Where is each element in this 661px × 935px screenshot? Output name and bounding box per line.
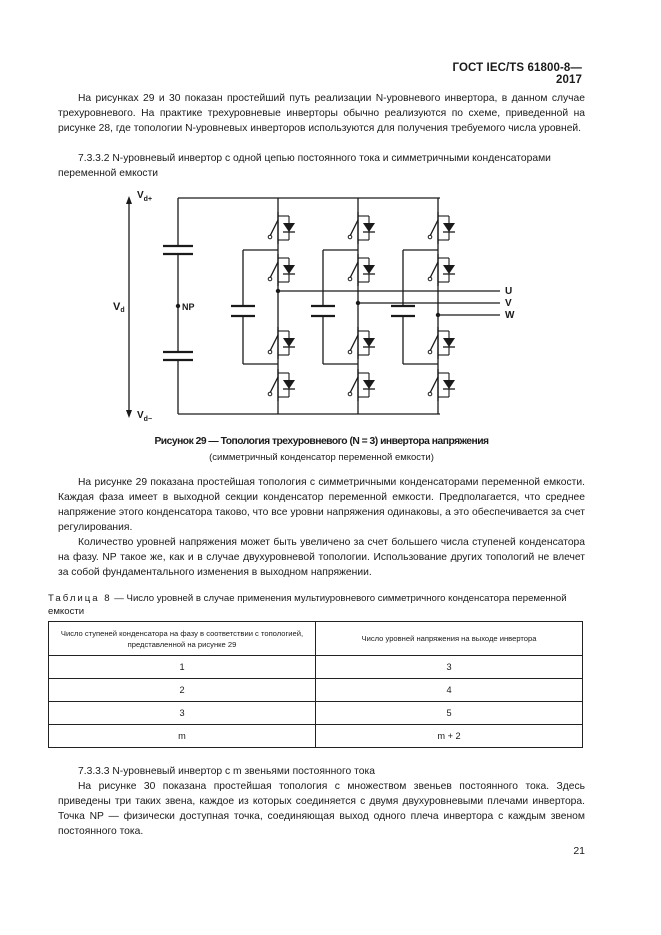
paragraph-figure-description: На рисунке 29 показана простейшая топология с симметричными конденсаторами переменной емкости. Каждая фаза имеет в выходной секции конденсатор переменной емкости. Предполагается, что среднее напряжение этого конденсатора таково, что все уровни напряжения одинаковы, а это обеспечивается за счет регулирования. [58, 477, 585, 533]
vd-arrow-up-icon [126, 196, 132, 204]
gate-terminal [428, 277, 432, 281]
gate-terminal [428, 350, 432, 354]
svg-text:Vd: Vd [113, 301, 125, 314]
paragraph-intro: На рисунках 29 и 30 показан простейший путь реализации N-уровневого инвертора, в данном случае трехуровневого. На практике трехуровневые инверторы обычно реализуются по схеме, приведенной на рисунке 28, где топологии N-уровневых инверторов используются для получения требуемого числа уровней. [58, 93, 585, 134]
vd-label: V [113, 301, 121, 313]
figure-29-schematic [100, 180, 530, 430]
table-8-title-text: — Число уровней в случае применения мультиуровневого симметричного конденсатора переменной емкости [48, 593, 567, 617]
igbt-icon [430, 377, 438, 393]
igbt-icon [430, 335, 438, 351]
output-u-label: U [505, 286, 513, 297]
table-cell: m + 2 [316, 725, 583, 748]
vd-minus-label: V [137, 410, 144, 421]
gate-terminal [348, 235, 352, 239]
table-header-output-levels: Число уровней напряжения на выходе инвертора [316, 622, 583, 656]
gate-terminal [428, 392, 432, 396]
diode-icon [283, 223, 295, 232]
igbt-icon [270, 262, 278, 278]
diode-icon [443, 380, 455, 389]
table-cell: 5 [316, 702, 583, 725]
paragraph-multiple-dc-links: На рисунке 30 показана простейшая топология с множеством звеньев постоянного тока. Здесь приведены три таких звена, каждое из которых соединяется с двумя двухуровневыми плечами инвертора. Точка NP — физически доступная точка, соединяющая выход одного плеча инвертора с каждым звеном постоянного тока. [58, 781, 585, 837]
gate-terminal [268, 350, 272, 354]
igbt-icon [270, 220, 278, 236]
table-header-capacitor-steps: Число ступеней конденсатора на фазу в соответствии с топологией, представленной на рисунке 29 [49, 622, 316, 656]
table-cell: 2 [49, 679, 316, 702]
table-header-row [49, 622, 583, 656]
vd-plus-label: V [137, 190, 144, 201]
igbt-icon [270, 335, 278, 351]
gate-terminal [428, 235, 432, 239]
diode-icon [363, 265, 375, 274]
diode-icon [283, 380, 295, 389]
igbt-icon [350, 220, 358, 236]
igbt-icon [350, 262, 358, 278]
table-row [49, 679, 583, 702]
table-row [49, 702, 583, 725]
paragraph-voltage-levels: Количество уровней напряжения может быть увеличено за счет большего числа ступеней конденсатора на фазу. NP такое же, как и в случае двухуровневой топологии. Использование других топологий не влечет за собой фундаментального изменения в выходном напряжении. [58, 537, 585, 578]
diode-icon [443, 338, 455, 347]
table-8-number: Таблица 8 [48, 593, 112, 604]
igbt-icon [350, 335, 358, 351]
output-v-label: V [505, 298, 512, 309]
diode-icon [283, 338, 295, 347]
gate-terminal [268, 392, 272, 396]
gate-terminal [268, 235, 272, 239]
table-cell: 3 [316, 656, 583, 679]
igbt-icon [430, 262, 438, 278]
page-number: 21 [573, 845, 585, 857]
clause-7-3-3-2: 7.3.3.2 N-уровневый инвертор с одной цепью постоянного тока и симметричными конденсаторами переменной емкости [58, 153, 551, 179]
diode-icon [443, 265, 455, 274]
diode-icon [363, 223, 375, 232]
table-8 [48, 621, 583, 748]
np-node [176, 304, 180, 308]
diode-icon [363, 338, 375, 347]
np-label: NP [182, 302, 195, 312]
table-8-title [48, 592, 588, 618]
igbt-icon [270, 377, 278, 393]
document-header: ГОСТ IEC/TS 61800-8—2017 [452, 62, 582, 86]
gate-terminal [268, 277, 272, 281]
table-row [49, 725, 583, 748]
clause-7-3-3-3: 7.3.3.3 N-уровневый инвертор с m звеньями постоянного тока [78, 766, 375, 777]
igbt-icon [430, 220, 438, 236]
table-cell: 1 [49, 656, 316, 679]
gate-terminal [348, 392, 352, 396]
table-cell: 3 [49, 702, 316, 725]
svg-text:Vd+: $V_{d+}$ [137, 190, 153, 203]
diode-icon [283, 265, 295, 274]
figure-29-caption: Рисунок 29 — Топология трехуровневого (N = 3) инвертора напряжения [154, 436, 489, 447]
figure-29-subcaption: (симметричный конденсатор переменной емкости) [209, 452, 434, 463]
table-row [49, 656, 583, 679]
svg-text:Vd−: $V_{d-}$ [137, 410, 153, 423]
output-w-label: W [505, 310, 515, 321]
diode-icon [363, 380, 375, 389]
diode-icon [443, 223, 455, 232]
igbt-icon [350, 377, 358, 393]
vd-arrow-down-icon [126, 410, 132, 418]
gate-terminal [348, 277, 352, 281]
table-cell: m [49, 725, 316, 748]
table-cell: 4 [316, 679, 583, 702]
gate-terminal [348, 350, 352, 354]
